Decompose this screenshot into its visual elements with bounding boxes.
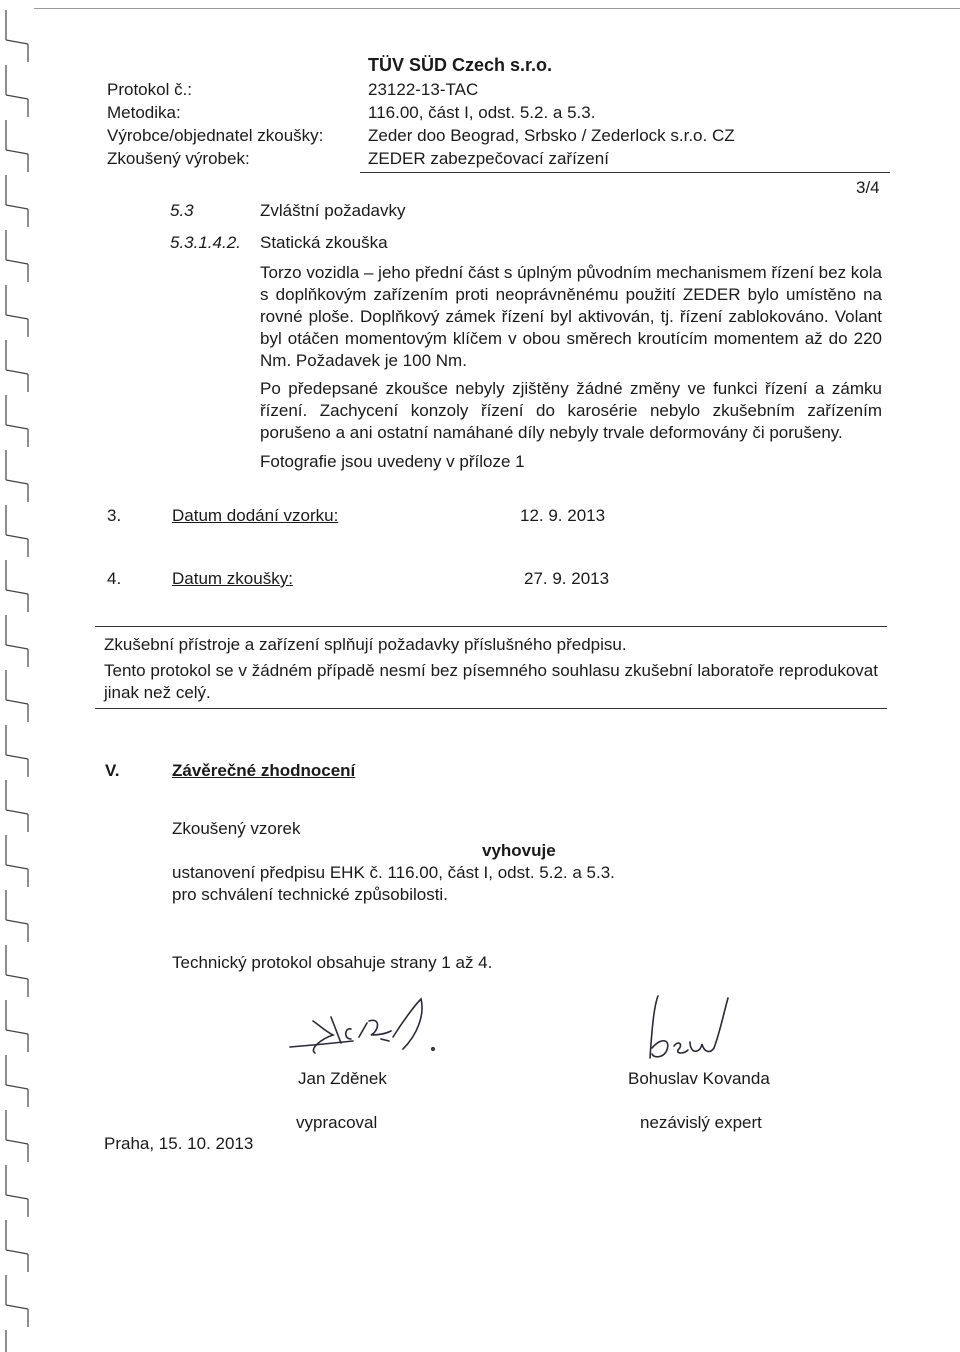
left-signatory-role: vypracoval <box>296 1113 378 1132</box>
item4-number: 4. <box>107 569 122 588</box>
binding-mark <box>6 285 28 337</box>
equipment-statement: Zkušební přístroje a zařízení splňují požadavky příslušného předpisu. <box>104 635 627 654</box>
value-vyrobek: ZEDER zabezpečovací zařízení <box>368 149 609 168</box>
binding-mark <box>6 1110 28 1162</box>
pages-statement: Technický protokol obsahuje strany 1 až 4. <box>172 953 493 972</box>
binding-mark <box>6 65 28 117</box>
header-rule <box>360 172 890 173</box>
item3-value: 12. 9. 2013 <box>520 506 606 525</box>
section-53142-number: 5.3.1.4.2. <box>170 233 241 252</box>
verdict: vyhovuje <box>482 841 556 860</box>
binding-mark <box>6 670 28 722</box>
binding-mark <box>6 725 28 777</box>
reproduction-statement: Tento protokol se v žádném případě nesmí bez písemného souhlasu zkušební laboratoře reprodukovat jinak než celý. <box>104 661 878 702</box>
binding-mark <box>6 560 28 612</box>
regulation-line: ustanovení předpisu EHK č. 116.00, část I, odst. 5.2. a 5.3. <box>172 863 615 882</box>
top-border-line <box>34 8 960 9</box>
statement-bottom-rule <box>95 708 887 709</box>
item4-value: 27. 9. 2013 <box>524 569 610 588</box>
binding-mark <box>6 890 28 942</box>
label-protokol: Protokol č.: <box>107 80 193 99</box>
value-vyrobce: Zeder doo Beograd, Srbsko / Zederlock s.r.o. CZ <box>368 126 735 145</box>
section-53142-title: Statická zkouška <box>260 233 388 252</box>
company-name: TÜV SÜD Czech s.r.o. <box>368 55 553 75</box>
binding-mark <box>6 395 28 447</box>
binding-mark <box>6 615 28 667</box>
page-number: 3/4 <box>856 178 880 197</box>
binding-mark <box>6 1220 28 1272</box>
binding-mark <box>6 340 28 392</box>
binding-mark <box>6 780 28 832</box>
binding-mark <box>6 10 28 62</box>
label-metodika: Metodika: <box>107 103 181 122</box>
binding-mark <box>6 1330 28 1352</box>
item3-number: 3. <box>107 506 122 525</box>
binding-mark <box>6 835 28 887</box>
binding-margin <box>0 0 34 1352</box>
value-protokol: 23122-13-TAC <box>368 80 479 99</box>
statement-top-rule <box>95 626 887 627</box>
item3-label: Datum dodání vzorku: <box>172 506 339 525</box>
photo-reference: Fotografie jsou uvedeny v příloze 1 <box>260 452 525 471</box>
test-result: Po předepsané zkoušce nebyly zjištěny žádné změny ve funkci řízení a zámku řízení. Zachycení konzoly řízení do karosérie nebylo zkušebním zařízením porušeno a ani ostatní namáhané díly nebyly trvale deformovány či porušeny. <box>260 379 882 442</box>
binding-mark <box>6 505 28 557</box>
left-signatory-name: Jan Zděnek <box>298 1069 387 1088</box>
section-53-number: 5.3 <box>170 201 194 220</box>
approval-line: pro schválení technické způsobilosti. <box>172 885 448 904</box>
binding-mark <box>6 1275 28 1327</box>
binding-mark <box>6 175 28 227</box>
label-vyrobce: Výrobce/objednatel zkoušky: <box>107 126 324 145</box>
conclusion-title: Závěrečné zhodnocení <box>172 761 356 780</box>
conclusion-number: V. <box>105 761 120 780</box>
binding-mark <box>6 450 28 502</box>
value-metodika: 116.00, část I, odst. 5.2. a 5.3. <box>368 103 596 122</box>
binding-mark <box>6 230 28 282</box>
binding-mark <box>6 1000 28 1052</box>
item4-label: Datum zkoušky: <box>172 569 293 588</box>
place-date: Praha, 15. 10. 2013 <box>104 1134 254 1153</box>
right-signature <box>640 988 760 1068</box>
binding-mark <box>6 945 28 997</box>
right-signatory-role: nezávislý expert <box>640 1113 762 1132</box>
left-signature <box>285 995 465 1065</box>
binding-mark <box>6 1165 28 1217</box>
right-signatory-name: Bohuslav Kovanda <box>628 1069 770 1088</box>
tested-sample-label: Zkoušený vzorek <box>172 819 301 838</box>
section-53-title: Zvláštní požadavky <box>260 201 406 220</box>
binding-mark <box>6 120 28 172</box>
label-vyrobek: Zkoušený výrobek: <box>107 149 250 168</box>
test-description: Torzo vozidla – jeho přední část s úplným původním mechanismem řízení bez kola s doplňkovým zařízením proti neoprávněnému použití ZEDER bylo umístěno na rovné ploše. Doplňkový zámek řízení byl aktivován, tj. řízení zablokováno. Volant byl otáčen momentovým klíčem v obou směrech kroutícím momentem až do 220 Nm. Požadavek je 100 Nm. <box>260 263 882 370</box>
binding-mark <box>6 1055 28 1107</box>
